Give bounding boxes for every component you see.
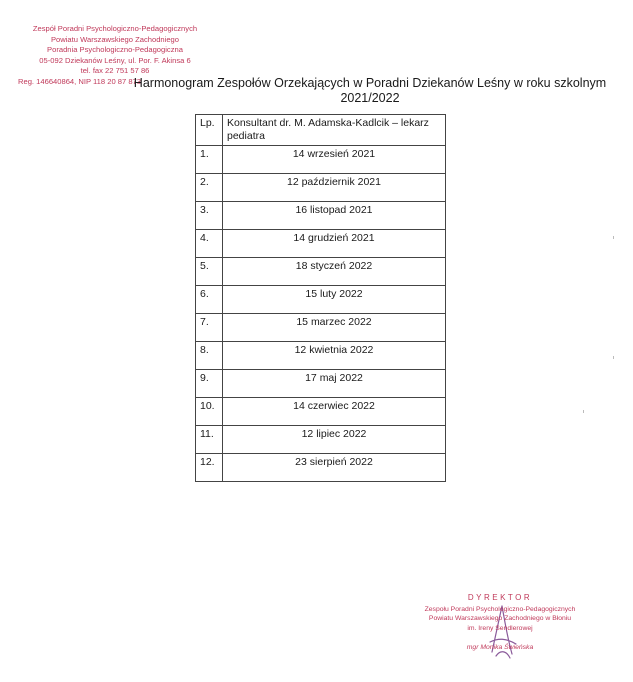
stamp-line: Poradnia Psychologiczno-Pedagogiczna <box>47 45 183 55</box>
title-line-2: 2021/2022 <box>340 91 400 105</box>
scan-artifact <box>583 410 584 413</box>
row-date: 12 lipiec 2022 <box>223 426 446 454</box>
signature-org-line: Powiatu Warszawskiego Zachodniego w Błoniu <box>428 615 572 622</box>
scan-artifact <box>613 236 614 239</box>
header-consultant: Konsultant dr. M. Adamska-Kadlcik – lekarz pediatra <box>223 115 446 146</box>
row-number: 8. <box>196 342 223 370</box>
row-date: 15 marzec 2022 <box>223 314 446 342</box>
table-row <box>196 342 446 370</box>
table-row <box>196 258 446 286</box>
row-date: 12 październik 2021 <box>223 174 446 202</box>
row-date: 12 kwietnia 2022 <box>223 342 446 370</box>
scan-artifact <box>613 356 614 359</box>
row-date: 15 luty 2022 <box>223 286 446 314</box>
row-number: 3. <box>196 202 223 230</box>
schedule-table <box>195 114 446 482</box>
row-number: 10. <box>196 398 223 426</box>
table-header-row <box>196 115 446 146</box>
table-row <box>196 146 446 174</box>
stamp-line: Reg. 146640864, NIP 118 20 87 873 <box>18 76 142 86</box>
table-row <box>196 370 446 398</box>
table-row <box>196 314 446 342</box>
row-date: 18 styczeń 2022 <box>223 258 446 286</box>
row-date: 14 wrzesień 2021 <box>223 146 446 174</box>
table-row <box>196 174 446 202</box>
stamp-line: 05-092 Dziekanów Leśny, ul. Por. F. Akinsa 6 <box>39 55 191 65</box>
document-title <box>120 76 620 106</box>
row-number: 12. <box>196 454 223 482</box>
stamp-line: Powiatu Warszawskiego Zachodniego <box>50 34 180 44</box>
signature-name: mgr Monika Świeńska <box>466 644 534 651</box>
row-date: 23 sierpień 2022 <box>223 454 446 482</box>
signature-role: DYREKTOR <box>467 593 533 602</box>
row-number: 6. <box>196 286 223 314</box>
row-number: 5. <box>196 258 223 286</box>
table-row <box>196 454 446 482</box>
stamp-line: Zespół Poradni Psychologiczno-Pedagogicznych <box>32 24 198 33</box>
signature-org-line: Zespołu Poradni Psychologiczno-Pedagogicznych <box>424 605 576 613</box>
row-date: 16 listopad 2021 <box>223 202 446 230</box>
row-date: 14 grudzień 2021 <box>223 230 446 258</box>
row-number: 2. <box>196 174 223 202</box>
table-row <box>196 286 446 314</box>
table-row <box>196 202 446 230</box>
table-row <box>196 230 446 258</box>
row-number: 4. <box>196 230 223 258</box>
row-number: 1. <box>196 146 223 174</box>
row-number: 7. <box>196 314 223 342</box>
header-lp: Lp. <box>196 115 223 146</box>
row-number: 9. <box>196 370 223 398</box>
table-row <box>196 398 446 426</box>
row-number: 11. <box>196 426 223 454</box>
director-stamp <box>405 593 595 653</box>
stamp-line: tel. fax 22 751 57 86 <box>80 66 150 76</box>
row-date: 14 czerwiec 2022 <box>223 398 446 426</box>
signature-org-line: im. Ireny Sendlerowej <box>467 624 533 632</box>
title-line-1: Harmonogram Zespołów Orzekających w Poradni Dziekanów Leśny w roku szkolnym <box>133 76 607 90</box>
table-row <box>196 426 446 454</box>
row-date: 17 maj 2022 <box>223 370 446 398</box>
